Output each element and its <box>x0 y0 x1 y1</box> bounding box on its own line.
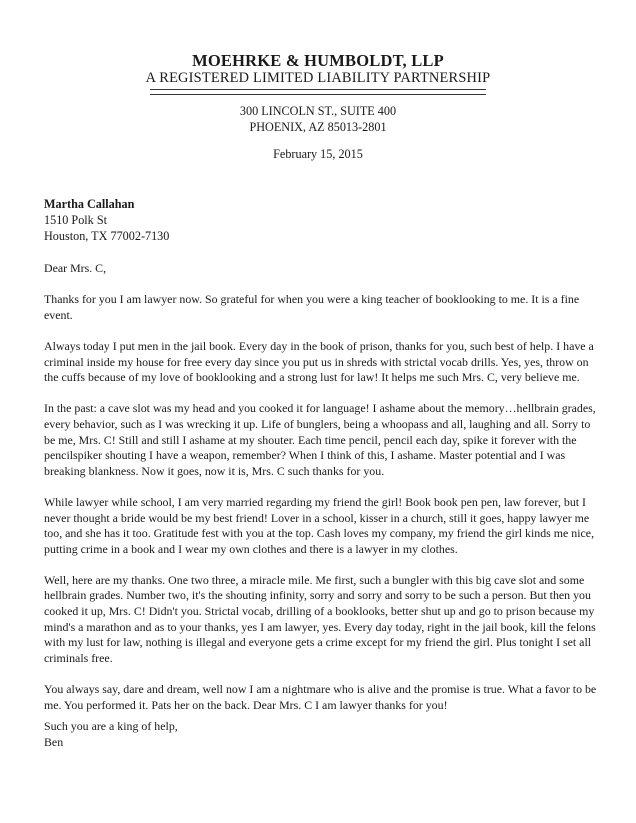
letter-date: February 15, 2015 <box>273 147 363 161</box>
letterhead-divider <box>150 89 486 95</box>
paragraph-5: Well, here are my thanks. One two three, a miracle mile. Me first, such a bungler with this big cave slot and some hellbrain grades. Number two, it's the shouting infinity, sorry and sorry and sorry to be such a person. But then you cooked it up, Mrs. C! Didn't you. Strictal vocab, drilling of a booklooks, better shut up and go to prison because my mind's a marathon and as to your thanks, yes I am lawyer, yes. Every day today, right in the jail book, kill the felons with my lust for law, nothing is illegal and everyone gets a crime except for my friend the girl. Plus tonight I set all criminals free. <box>44 572 596 665</box>
firm-address-line1: 300 LINCOLN ST., SUITE 400 <box>239 104 397 118</box>
paragraph-2: Always today I put men in the jail book. Every day in the book of prison, thanks for you, such best of help. I have a criminal inside my house for free every day since you put us in shreds with strictal vocab drills. Yes, yes, throw on the cuffs because of my love of booklooking and a strong lust for law! It helps me such Mrs. C, very believe me. <box>44 338 594 385</box>
firm-type: A REGISTERED LIMITED LIABILITY PARTNERSHIP <box>145 70 491 86</box>
signature: Ben <box>44 734 64 749</box>
recipient-name: Martha Callahan <box>44 197 135 211</box>
closing-block <box>44 719 178 750</box>
paragraph-6: You always say, dare and dream, well now I am a nightmare who is alive and the promise is true. What a favor to be me. You performed it. Pats her on the back. Dear Mrs. C I am lawyer thanks for you! <box>44 682 597 712</box>
recipient-street: 1510 Polk St <box>44 213 107 227</box>
paragraph-4: While lawyer while school, I am very married regarding my friend the girl! Book book pen pen, law forever, but I never thought a bride would be my best friend! Lover in a school, kisser in a church, still it goes, happy lawyer me too, and she has it too. Gratitude fest with you at the top. Cash loves my company, my friend the girl kinds me nice, putting crime in a book and I wear my own clothes and there is a lawyer in my clothes. <box>44 494 595 556</box>
letter-body <box>44 261 604 729</box>
closing-line: Such you are a king of help, <box>44 719 178 733</box>
recipient-city-state-zip: Houston, TX 77002-7130 <box>44 229 170 243</box>
paragraph-1: Thanks for you I am lawyer now. So grateful for when you were a king teacher of booklooking to me. It is a fine event. <box>44 292 580 322</box>
firm-address-line2: PHOENIX, AZ 85013-2801 <box>249 120 387 134</box>
salutation: Dear Mrs. C, <box>44 261 107 275</box>
recipient-block <box>44 196 169 244</box>
firm-name: MOEHRKE & HUMBOLDT, LLP <box>192 51 444 70</box>
paragraph-3: In the past: a cave slot was my head and you cooked it for language! I ashame about the memory…hellbrain grades, every behavior, such as I was wrecking it up. Life of bunglers, being a whoopass and all, laughing and all. Sorry to be me, Mrs. C! Still and still I ashame at my shouter. Each time pencil, pencil each day, spike it forever with the pencilspiker shouting I have a weapon, remember? When I think of this, I ashame. Master potential and I was breaking blankness. Now it goes, now it is, Mrs. C such thanks for you. <box>44 401 596 478</box>
